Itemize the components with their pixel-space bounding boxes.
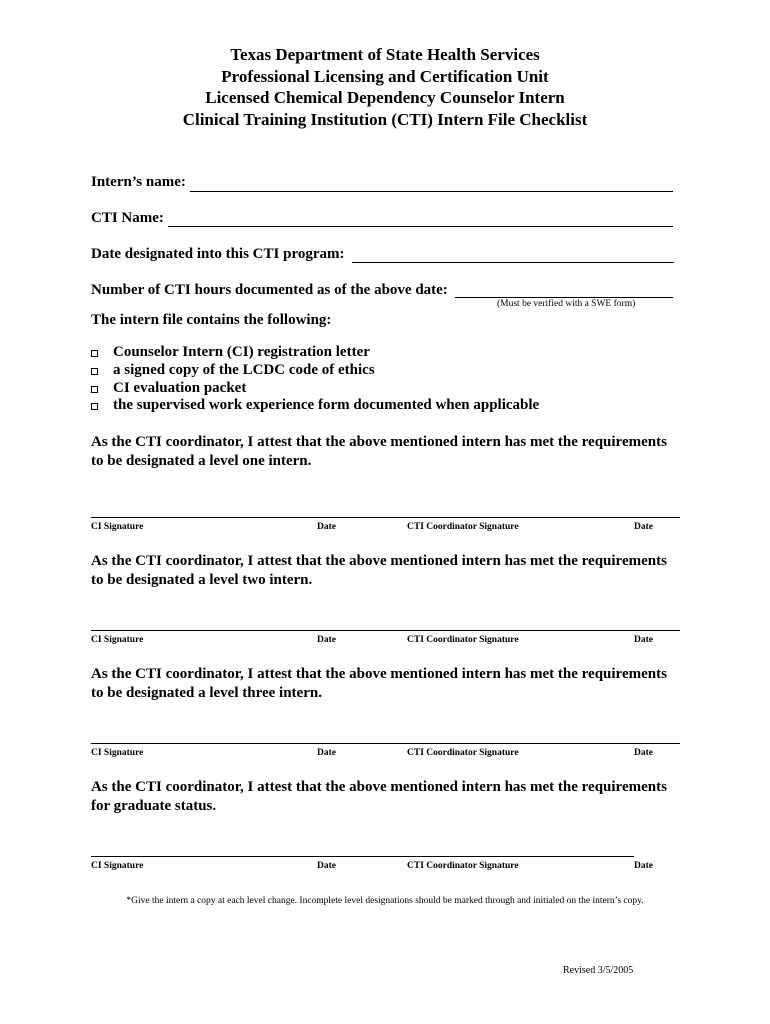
cti-name-field: [91, 210, 164, 227]
coordinator-signature-label: CTI Coordinator Signature: [407, 522, 519, 532]
signature-line[interactable]: [91, 630, 680, 631]
ci-signature-label: CI Signature: [91, 522, 144, 532]
cti-name-label: CTI Name:: [91, 210, 164, 226]
intern-name-field: [91, 174, 186, 191]
attestation-text: to be designated a level three intern.: [91, 685, 322, 701]
attestation-text: As the CTI coordinator, I attest that the above mentioned intern has met the requirements: [91, 666, 667, 682]
ci-signature-label: CI Signature: [91, 635, 144, 645]
checklist-item-label: the supervised work experience form documented when applicable: [113, 397, 540, 414]
header-form-title: Clinical Training Institution (CTI) Intern File Checklist: [182, 109, 588, 129]
checkbox-icon[interactable]: [91, 350, 98, 357]
intern-name-label: Intern’s name:: [91, 174, 186, 190]
signature-line[interactable]: [91, 517, 680, 518]
header-unit: Professional Licensing and Certification Unit: [221, 66, 549, 86]
attestation-text: to be designated a level two intern.: [91, 572, 313, 588]
date-label: Date: [317, 522, 336, 532]
coordinator-signature-label: CTI Coordinator Signature: [407, 635, 519, 645]
coordinator-signature-label: CTI Coordinator Signature: [407, 861, 519, 871]
date-label: Date: [317, 861, 336, 871]
date-label: Date: [317, 748, 336, 758]
cti-hours-field: [91, 282, 448, 299]
checkbox-icon[interactable]: [91, 386, 98, 393]
attestation-level-two: [91, 552, 691, 590]
date-designated-field: [91, 246, 344, 263]
signature-line[interactable]: [91, 743, 680, 744]
cti-name-line[interactable]: [168, 226, 673, 227]
attestation-level-three: [91, 665, 691, 703]
contains-label: The intern file contains the following:: [91, 312, 332, 328]
date-label: Date: [634, 748, 653, 758]
date-label: Date: [634, 635, 653, 645]
checklist-item-label: Counselor Intern (CI) registration letter: [113, 344, 370, 360]
checkbox-icon[interactable]: [91, 368, 98, 375]
intern-name-line[interactable]: [190, 191, 673, 192]
coordinator-signature-label: CTI Coordinator Signature: [407, 748, 519, 758]
document-header: [0, 44, 770, 130]
footnote: *Give the intern a copy at each level change. Incomplete level designations should be marked through and initialed on the intern’s copy.: [126, 896, 644, 906]
date-label: Date: [634, 861, 653, 871]
ci-signature-label: CI Signature: [91, 748, 144, 758]
revision-date: Revised 3/5/2005: [563, 965, 634, 976]
checklist-item-label: CI evaluation packet: [113, 379, 247, 396]
date-designated-line[interactable]: [352, 262, 674, 263]
checklist-item-label: a signed copy of the LCDC code of ethics: [113, 361, 375, 378]
cti-hours-note: (Must be verified with a SWE form): [497, 299, 636, 309]
ci-signature-label: CI Signature: [91, 861, 144, 871]
checkbox-icon[interactable]: [91, 403, 98, 410]
cti-hours-label: Number of CTI hours documented as of the above date:: [91, 282, 448, 298]
date-label: Date: [634, 522, 653, 532]
signature-line[interactable]: [91, 856, 634, 857]
date-label: Date: [317, 635, 336, 645]
attestation-text: As the CTI coordinator, I attest that the above mentioned intern has met the requirements: [91, 434, 667, 450]
attestation-text: to be designated a level one intern.: [91, 453, 312, 469]
attestation-level-one: [91, 433, 691, 471]
header-license: Licensed Chemical Dependency Counselor Intern: [205, 88, 565, 107]
attestation-text: As the CTI coordinator, I attest that the above mentioned intern has met the requirements: [91, 779, 667, 795]
attestation-text: for graduate status.: [91, 798, 217, 814]
attestation-text: As the CTI coordinator, I attest that the above mentioned intern has met the requirements: [91, 553, 667, 569]
date-designated-label: Date designated into this CTI program:: [91, 246, 345, 262]
attestation-graduate-status: [91, 778, 691, 816]
cti-hours-line[interactable]: [455, 297, 673, 298]
header-agency: Texas Department of State Health Services: [230, 45, 540, 64]
